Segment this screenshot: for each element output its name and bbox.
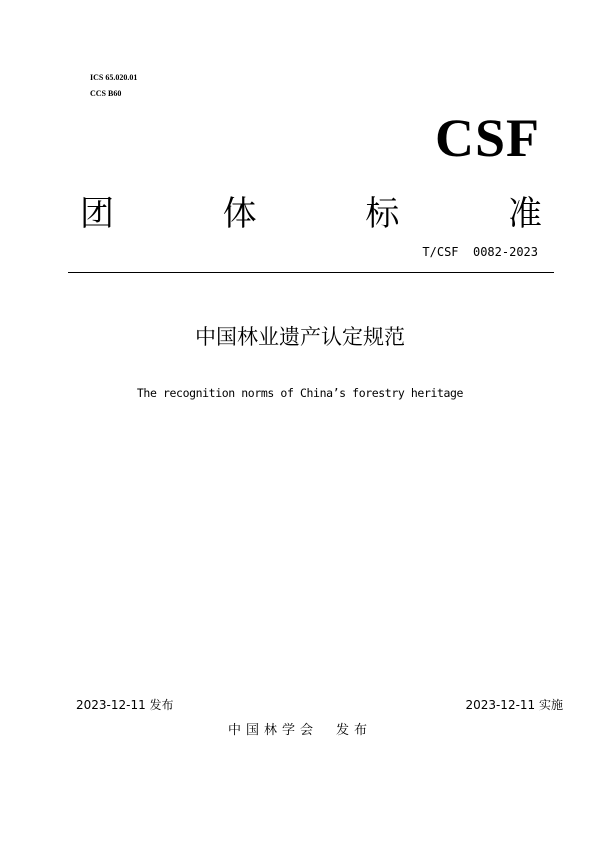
- standard-type-heading: [80, 192, 542, 236]
- standard-type-char: 标: [365, 194, 400, 234]
- standard-type-char: 准: [507, 194, 542, 234]
- publisher-line: [0, 722, 600, 740]
- ics-code: ICS 65.020.01: [90, 73, 138, 82]
- standard-number: T/CSF 0082-2023: [422, 245, 538, 259]
- publish-label: 发布: [336, 723, 373, 738]
- csf-logo: CSF: [434, 108, 540, 168]
- ccs-code: CCS B60: [90, 89, 122, 98]
- document-title-english: The recognition norms of China’s forestry heritage: [136, 386, 464, 400]
- document-title-chinese: 中国林业遗产认定规范: [195, 325, 405, 349]
- issue-date: 2023-12-11 发布: [76, 698, 174, 712]
- publisher-name: 中国林学会: [227, 723, 318, 738]
- standard-type-char: 团: [80, 194, 114, 234]
- header-divider: [68, 272, 554, 273]
- standard-type-char: 体: [222, 194, 257, 234]
- implementation-date: 2023-12-11 实施: [465, 698, 563, 712]
